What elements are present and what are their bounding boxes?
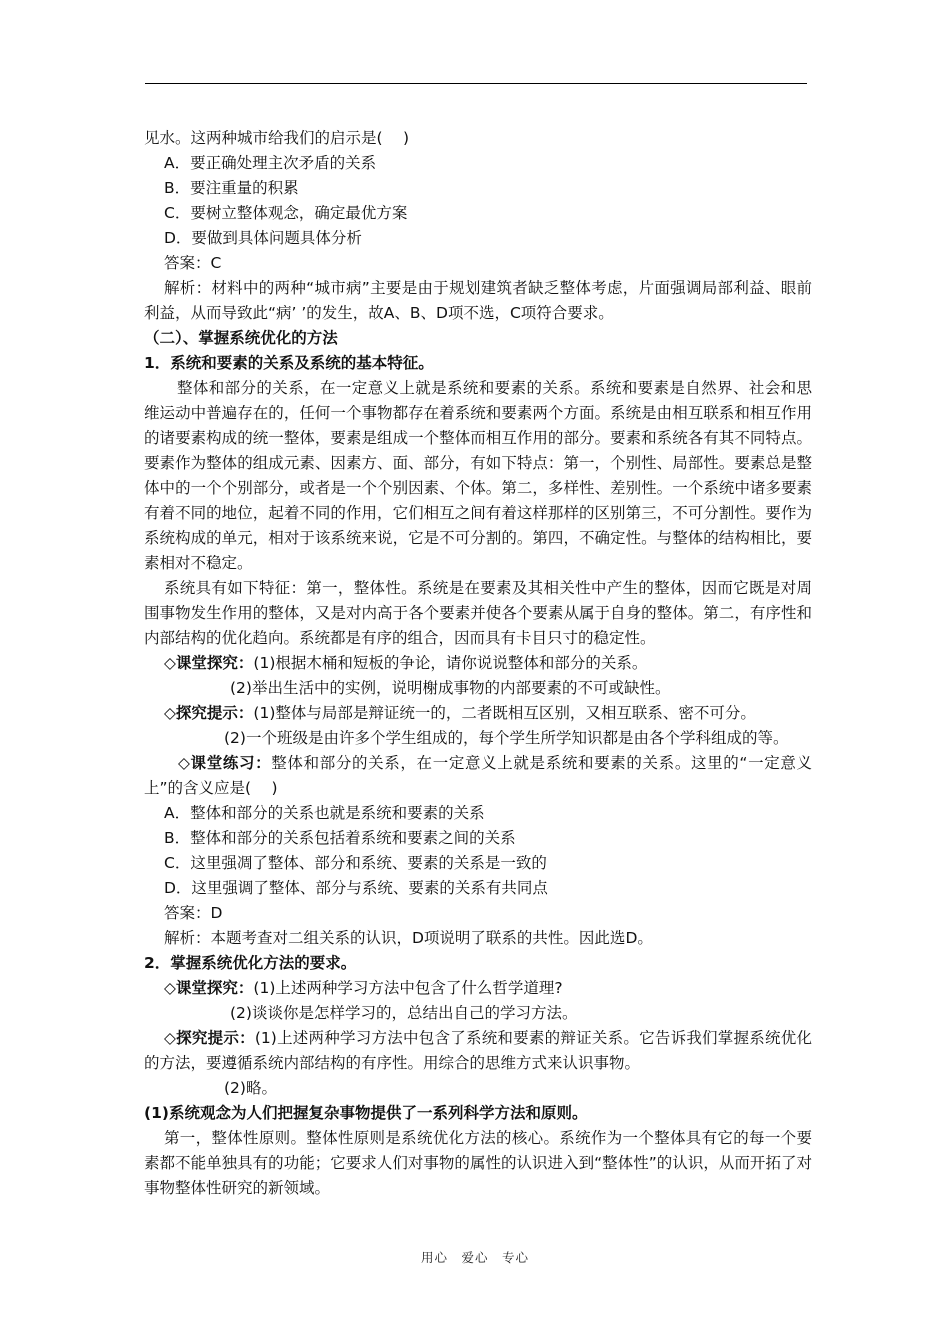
paragraph: [144, 1001, 812, 1026]
text: (2)略。: [224, 1079, 277, 1097]
bold-text: ◇探究提示：: [164, 704, 254, 722]
paragraph: [144, 201, 812, 226]
text: 答案：C: [164, 254, 222, 272]
paragraph: [144, 376, 812, 576]
paragraph: [144, 976, 812, 1001]
text: 答案：D: [164, 904, 223, 922]
text: 解析：材料中的两种“城市病”主要是由于规划建筑者缺乏整体考虑，片面强调局部利益、眼前利益，从而导致此“病’ ’的发生，故A、B、D项不选，C项符合要求。: [144, 279, 812, 322]
text: C．要树立整体观念，确定最优方案: [164, 204, 408, 222]
text: D．这里强调了整体、部分与系统、要素的关系有共同点: [164, 879, 548, 897]
text: (2)谈谈你是怎样学习的，总结出自己的学习方法。: [230, 1004, 578, 1022]
bold-text: 2．掌握系统优化方法的要求。: [144, 954, 357, 972]
paragraph: [144, 876, 812, 901]
text: B．整体和部分的关系包括着系统和要素之间的关系: [164, 829, 516, 847]
paragraph: [144, 126, 812, 151]
text: 见水。这两种城市给我们的启示是( ): [144, 129, 410, 147]
text: (1)上述两种学习方法中包含了什么哲学道理?: [253, 979, 563, 997]
paragraph: [144, 251, 812, 276]
bold-text: (1)系统观念为人们把握复杂事物提供了一系列科学方法和原则。: [144, 1104, 588, 1122]
bold-text: （二）、掌握系统优化的方法: [144, 329, 338, 347]
text: B．要注重量的积累: [164, 179, 299, 197]
document-body: [144, 126, 812, 1201]
paragraph: [144, 1101, 812, 1126]
header-rule: [145, 83, 807, 84]
paragraph: [144, 726, 812, 751]
paragraph: [144, 276, 812, 326]
text: 整体和部分的关系，在一定意义上就是系统和要素的关系。系统和要素是自然界、社会和思维运动中普遍存在的，任何一个事物都存在着系统和要素两个方面。系统是由相互联系和相互作用的诸要素构成的统一整体，要素是组成一个整体而相互作用的部分。要素和系统各有其不同特点。要素作为整体的组成元素、因素方、面、部分，有如下特点：第一，个别性、局部性。要素总是整体中的一个个别部分，或者是一个个别因素、个体。第二，多样性、差别性。一个系统中诸多要素有着不同的地位，起着不同的作用，它们相互之间有着这样那样的区别第三，不可分割性。要作为系统构成的单元，相对于该系统来说，它是不可分割的。第四，不确定性。与整体的结构相比，要素相对不稳定。: [144, 379, 812, 572]
paragraph: [144, 326, 812, 351]
bold-text: ◇课堂探究：: [164, 654, 254, 672]
text: C．这里强凋了整体、部分和系统、要素的关系是一致的: [164, 854, 547, 872]
text: 第一，整体性原则。整体性原则是系统优化方法的核心。系统作为一个整体具有它的每一个要素都不能单独具有的功能；它要求人们对事物的属性的认识进入到“整体性”的认识，从而开拓了对事物整体性研究的新领域。: [144, 1129, 812, 1197]
bold-text: ◇课堂探究：: [164, 979, 254, 997]
paragraph: [144, 176, 812, 201]
paragraph: [144, 701, 812, 726]
paragraph: [144, 676, 812, 701]
paragraph: [144, 801, 812, 826]
bold-text: 1．系统和要素的关系及系统的基本特征。: [144, 354, 434, 372]
paragraph: [144, 1126, 812, 1201]
text: A．要正确处理主次矛盾的关系: [164, 154, 377, 172]
paragraph: [144, 351, 812, 376]
paragraph: [144, 226, 812, 251]
text: (1)根据木桶和短板的争论，请你说说整体和部分的关系。: [253, 654, 648, 672]
text: (1)上述两种学习方法中包含了系统和要素的辩证关系。它告诉我们掌握系统优化的方法，要遵循系统内部结构的有序性。用综合的思维方式来认识事物。: [144, 1029, 813, 1072]
text: (2)举出生活中的实例，说明榭成事物的内部要素的不可或缺性。: [230, 679, 671, 697]
text: 解析：本题考查对二组关系的认识，D项说明了联系的共性。因此选D。: [164, 929, 653, 947]
bold-text: ◇探究提示：: [164, 1029, 255, 1047]
bold-text: ◇课堂练习：: [178, 754, 272, 772]
paragraph: [144, 1026, 812, 1076]
paragraph: [144, 826, 812, 851]
page-footer: 用心 爱心 专心: [420, 1250, 529, 1265]
text: 整体和部分的关系，在一定意义上就是系统和要素的关系。这里的“一定意义上”的含义应是( ): [144, 754, 812, 797]
text: A．整体和部分的关系也就是系统和要素的关系: [164, 804, 485, 822]
paragraph: [144, 576, 812, 651]
paragraph: [144, 851, 812, 876]
paragraph: [144, 151, 812, 176]
paragraph: [144, 1076, 812, 1101]
text: (1)整体与局部是辩证统一的，二者既相互区别，又相互联系、密不可分。: [253, 704, 756, 722]
paragraph: [144, 951, 812, 976]
paragraph: [144, 751, 812, 801]
text: D．要做到具体问题具体分析: [164, 229, 362, 247]
text: 系统具有如下特征：第一，整体性。系统是在要素及其相关性中产生的整体，因而它既是对周围事物发生作用的整体，又是对内高于各个要素并使各个要素从属于自身的整体。第二，有序性和内部结构的优化趋向。系统都是有序的组合，因而具有卡目只寸的稳定性。: [144, 579, 812, 647]
paragraph: [144, 901, 812, 926]
text: (2)一个班级是由许多个学生组成的，每个学生所学知识都是由各个学科组成的等。: [224, 729, 789, 747]
paragraph: [144, 926, 812, 951]
paragraph: [144, 651, 812, 676]
